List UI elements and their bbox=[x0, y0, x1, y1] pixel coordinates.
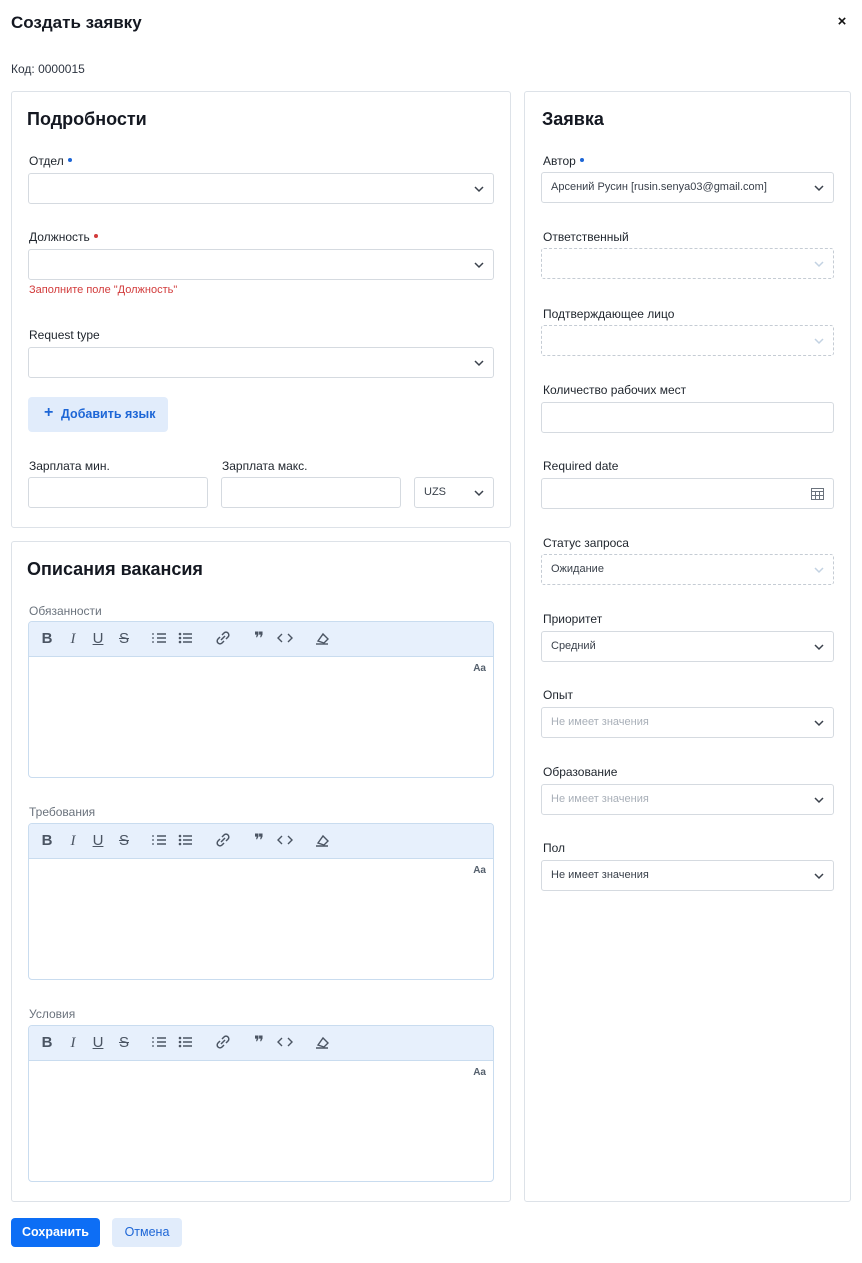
italic-icon[interactable]: I bbox=[70, 1035, 76, 1051]
chevron-down-icon bbox=[813, 258, 825, 270]
chevron-down-icon bbox=[813, 641, 825, 653]
conditions-label: Условия bbox=[29, 1007, 76, 1021]
responsible-select[interactable] bbox=[541, 248, 834, 279]
quote-icon[interactable]: ❞ bbox=[254, 831, 264, 850]
chevron-down-icon bbox=[473, 183, 485, 195]
department-label: Отдел bbox=[29, 154, 72, 168]
ordered-list-icon[interactable] bbox=[151, 1034, 169, 1052]
priority-label: Приоритет bbox=[543, 612, 603, 626]
bullet-list-icon[interactable] bbox=[177, 832, 195, 850]
experience-select[interactable] bbox=[541, 707, 834, 738]
italic-icon[interactable]: I bbox=[70, 631, 76, 647]
chevron-down-icon bbox=[473, 357, 485, 369]
strikethrough-icon[interactable]: S bbox=[118, 832, 129, 849]
quote-icon[interactable]: ❞ bbox=[254, 629, 264, 648]
required-marker bbox=[68, 158, 72, 162]
chevron-down-icon bbox=[473, 487, 485, 499]
editor-toolbar bbox=[29, 1026, 493, 1061]
add-language-button[interactable] bbox=[28, 397, 168, 432]
status-value: Ожидание bbox=[551, 563, 604, 575]
dialog-title: Создать заявку bbox=[11, 13, 142, 32]
italic-icon[interactable]: I bbox=[70, 833, 76, 849]
underline-icon[interactable]: U bbox=[92, 1034, 104, 1051]
chevron-down-icon bbox=[813, 564, 825, 576]
chevron-down-icon bbox=[813, 717, 825, 729]
position-error: Заполните поле "Должность" bbox=[29, 284, 178, 296]
request-type-select[interactable] bbox=[28, 347, 494, 378]
link-icon[interactable] bbox=[214, 1034, 232, 1052]
duties-editor[interactable] bbox=[28, 621, 494, 778]
font-size-toggle[interactable]: Aa bbox=[473, 663, 486, 674]
chevron-down-icon bbox=[813, 794, 825, 806]
salary-min-input[interactable] bbox=[28, 477, 208, 508]
strikethrough-icon[interactable]: S bbox=[118, 1034, 129, 1051]
required-marker bbox=[580, 158, 584, 162]
quote-icon[interactable]: ❞ bbox=[254, 1033, 264, 1052]
link-icon[interactable] bbox=[214, 630, 232, 648]
status-label: Статус запроса bbox=[543, 536, 629, 550]
currency-value: UZS bbox=[424, 486, 446, 498]
editor-toolbar bbox=[29, 622, 493, 657]
chevron-down-icon bbox=[473, 259, 485, 271]
education-value: Не имеет значения bbox=[551, 793, 649, 805]
save-button[interactable]: Сохранить bbox=[11, 1218, 100, 1247]
chevron-down-icon bbox=[813, 182, 825, 194]
approver-label: Подтверждающее лицо bbox=[543, 307, 675, 321]
cancel-button[interactable]: Отмена bbox=[112, 1218, 182, 1247]
gender-value: Не имеет значения bbox=[551, 869, 649, 881]
request-type-label: Request type bbox=[29, 328, 100, 342]
plus-icon: + bbox=[44, 404, 54, 421]
duties-label: Обязанности bbox=[29, 604, 102, 618]
gender-label: Пол bbox=[543, 841, 566, 855]
details-title: Подробности bbox=[27, 109, 147, 129]
required-date-input[interactable] bbox=[541, 478, 834, 509]
education-label: Образование bbox=[543, 765, 618, 779]
chevron-down-icon bbox=[813, 870, 825, 882]
priority-select[interactable] bbox=[541, 631, 834, 662]
currency-select[interactable] bbox=[414, 477, 494, 508]
department-select[interactable] bbox=[28, 173, 494, 204]
bold-icon[interactable]: B bbox=[41, 832, 53, 849]
workplaces-input[interactable] bbox=[541, 402, 834, 433]
description-title: Описания вакансия bbox=[27, 559, 203, 579]
ordered-list-icon[interactable] bbox=[151, 832, 169, 850]
add-language-label: Добавить язык bbox=[61, 407, 156, 421]
requirements-editor[interactable] bbox=[28, 823, 494, 980]
underline-icon[interactable]: U bbox=[92, 630, 104, 647]
bullet-list-icon[interactable] bbox=[177, 1034, 195, 1052]
chevron-down-icon bbox=[813, 335, 825, 347]
font-size-toggle[interactable]: Aa bbox=[473, 865, 486, 876]
editor-toolbar bbox=[29, 824, 493, 859]
clear-format-icon[interactable] bbox=[313, 1034, 331, 1052]
education-select[interactable] bbox=[541, 784, 834, 815]
author-select[interactable] bbox=[541, 172, 834, 203]
author-value: Арсений Русин [rusin.senya03@gmail.com] bbox=[551, 181, 767, 193]
conditions-editor[interactable] bbox=[28, 1025, 494, 1182]
experience-value: Не имеет значения bbox=[551, 716, 649, 728]
calendar-icon[interactable] bbox=[811, 487, 824, 505]
requirements-label: Требования bbox=[29, 805, 96, 819]
responsible-label: Ответственный bbox=[543, 230, 629, 244]
author-label: Автор bbox=[543, 154, 584, 168]
salary-max-input[interactable] bbox=[221, 477, 401, 508]
priority-value: Средний bbox=[551, 640, 596, 652]
bold-icon[interactable]: B bbox=[41, 630, 53, 647]
code-icon[interactable] bbox=[276, 1034, 294, 1052]
experience-label: Опыт bbox=[543, 688, 573, 702]
clear-format-icon[interactable] bbox=[313, 832, 331, 850]
strikethrough-icon[interactable]: S bbox=[118, 630, 129, 647]
underline-icon[interactable]: U bbox=[92, 832, 104, 849]
bullet-list-icon[interactable] bbox=[177, 630, 195, 648]
request-title: Заявка bbox=[542, 109, 604, 129]
code-icon[interactable] bbox=[276, 630, 294, 648]
bold-icon[interactable]: B bbox=[41, 1034, 53, 1051]
request-code: Код: 0000015 bbox=[11, 62, 85, 76]
salary-max-label: Зарплата макс. bbox=[222, 459, 308, 473]
code-icon[interactable] bbox=[276, 832, 294, 850]
gender-select[interactable] bbox=[541, 860, 834, 891]
required-date-label: Required date bbox=[543, 459, 619, 473]
close-icon[interactable]: × bbox=[837, 13, 847, 30]
position-label: Должность bbox=[29, 230, 98, 244]
approver-select[interactable] bbox=[541, 325, 834, 356]
clear-format-icon[interactable] bbox=[313, 630, 331, 648]
position-select[interactable] bbox=[28, 249, 494, 280]
required-marker bbox=[94, 234, 98, 238]
salary-min-label: Зарплата мин. bbox=[29, 459, 110, 473]
workplaces-label: Количество рабочих мест bbox=[543, 383, 687, 397]
ordered-list-icon[interactable] bbox=[151, 630, 169, 648]
dialog-header bbox=[11, 12, 851, 36]
font-size-toggle[interactable]: Aa bbox=[473, 1067, 486, 1078]
link-icon[interactable] bbox=[214, 832, 232, 850]
status-select[interactable] bbox=[541, 554, 834, 585]
